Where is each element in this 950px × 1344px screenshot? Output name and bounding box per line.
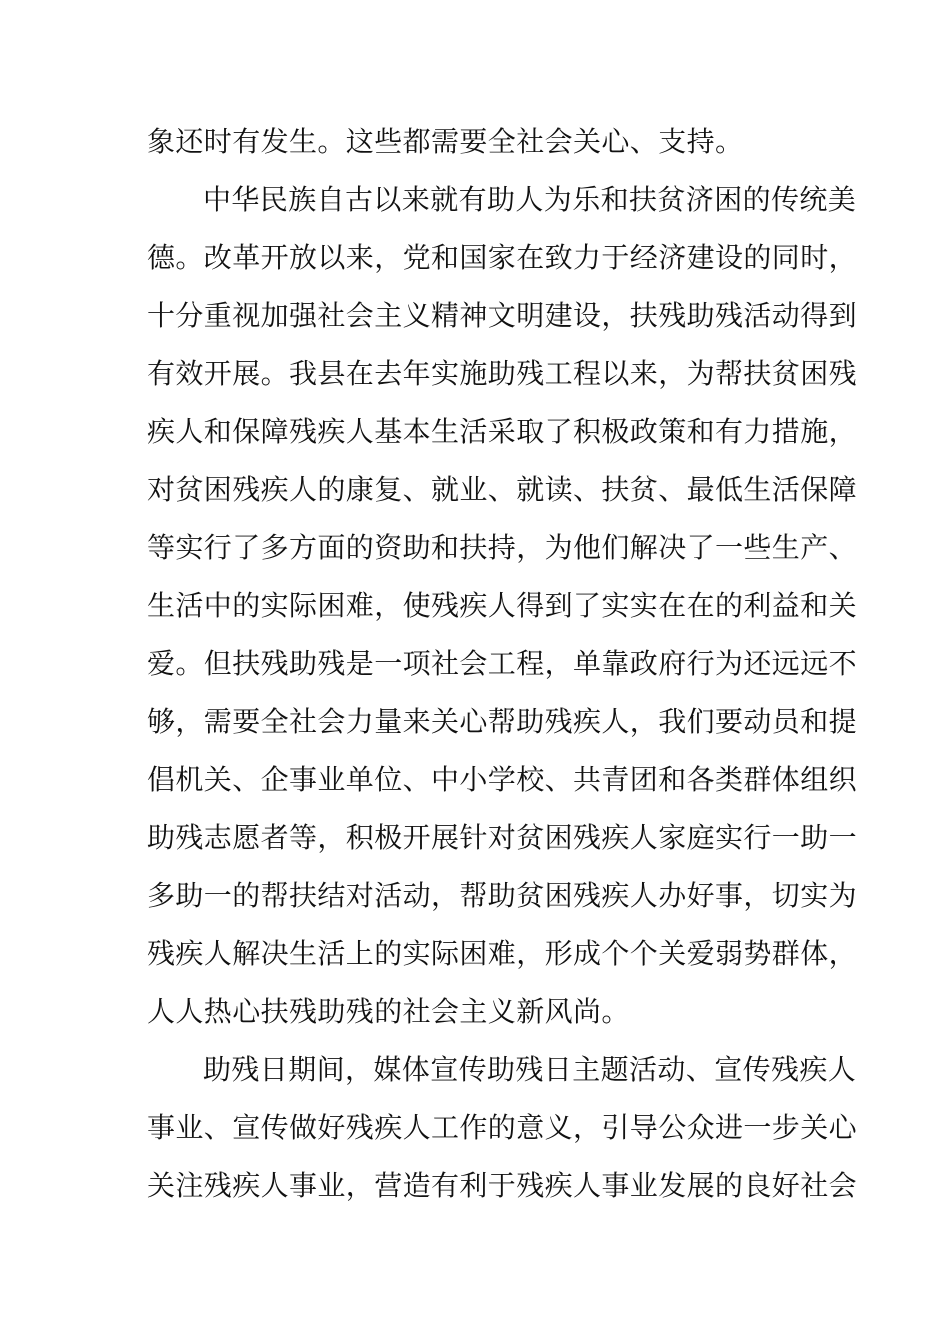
paragraph-line: 有效开展。我县在去年实施助残工程以来，为帮扶贫困残 bbox=[147, 357, 858, 390]
paragraph-line: 多助一的帮扶结对活动，帮助贫困残疾人办好事，切实为 bbox=[147, 879, 858, 912]
paragraph-line: 中华民族自古以来就有助人为乐和扶贫济困的传统美 bbox=[203, 183, 857, 216]
paragraph-line: 爱。但扶残助残是一项社会工程，单靠政府行为还远远不 bbox=[147, 647, 858, 680]
paragraph-line: 助残志愿者等，积极开展针对贫困残疾人家庭实行一助一 bbox=[147, 821, 858, 854]
paragraph-line: 人人热心扶残助残的社会主义新风尚。 bbox=[147, 995, 630, 1028]
paragraph-line: 生活中的实际困难，使残疾人得到了实实在在的利益和关 bbox=[147, 589, 858, 622]
paragraph-line: 事业、宣传做好残疾人工作的意义，引导公众进一步关心 bbox=[147, 1111, 858, 1144]
paragraph-line: 等实行了多方面的资助和扶持，为他们解决了一些生产、 bbox=[147, 531, 858, 564]
paragraph-line: 倡机关、企事业单位、中小学校、共青团和各类群体组织 bbox=[147, 763, 858, 796]
paragraph-line: 够，需要全社会力量来关心帮助残疾人，我们要动员和提 bbox=[147, 705, 858, 738]
paragraph-line: 十分重视加强社会主义精神文明建设，扶残助残活动得到 bbox=[147, 299, 858, 332]
paragraph-line: 疾人和保障残疾人基本生活采取了积极政策和有力措施， bbox=[147, 415, 858, 448]
paragraph-line: 助残日期间，媒体宣传助残日主题活动、宣传残疾人 bbox=[203, 1053, 857, 1086]
paragraph-line: 象还时有发生。这些都需要全社会关心、支持。 bbox=[147, 125, 744, 158]
paragraph-line: 残疾人解决生活上的实际困难，形成个个关爱弱势群体， bbox=[147, 937, 858, 970]
paragraph-line: 关注残疾人事业，营造有利于残疾人事业发展的良好社会 bbox=[147, 1169, 858, 1202]
paragraph-line: 对贫困残疾人的康复、就业、就读、扶贫、最低生活保障 bbox=[147, 473, 858, 506]
paragraph-line: 德。改革开放以来，党和国家在致力于经济建设的同时， bbox=[147, 241, 858, 274]
